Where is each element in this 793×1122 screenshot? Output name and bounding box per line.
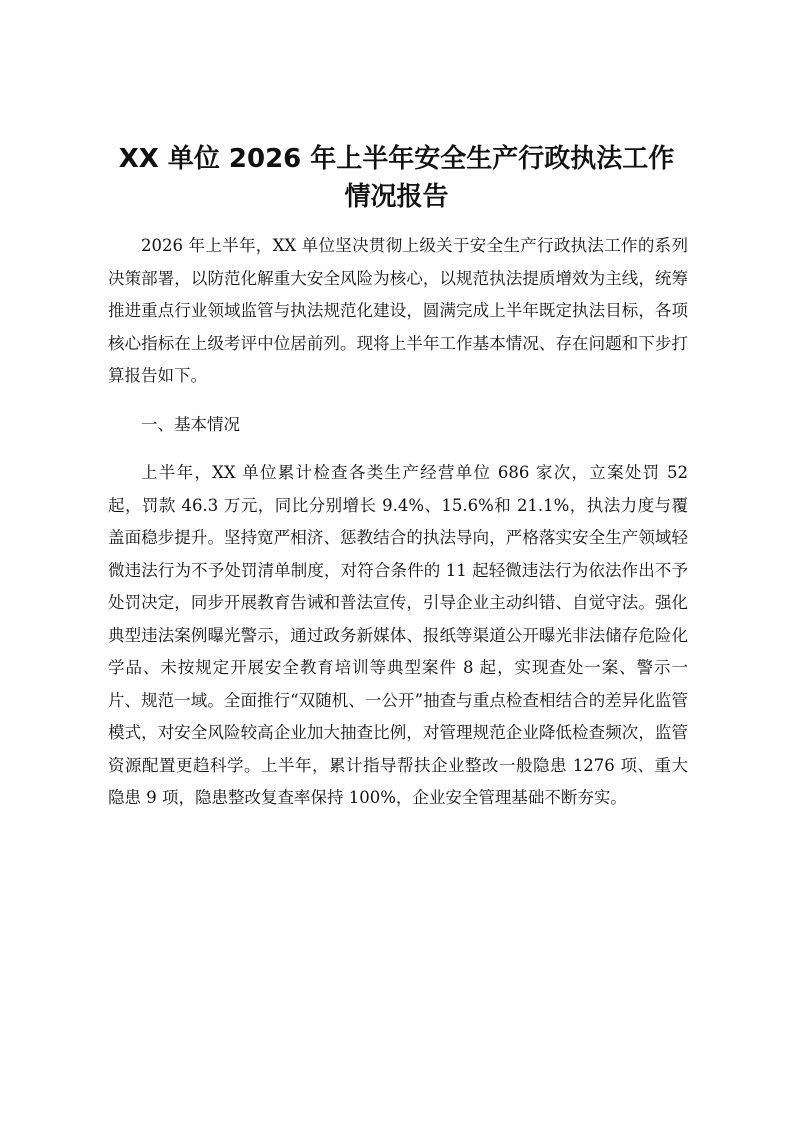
basic-situation-paragraph: 上半年，XX 单位累计检查各类生产经营单位 686 家次，立案处罚 52 起，罚款 46.3 万元，同比分别增长 9.4%、15.6%和 21.1%，执法力度与覆盖面稳步提升。坚持宽严相济、惩教结合的执法导向，严格落实安全生产领域轻微违法行为不予处罚清单制度，对符合条件的 11 起轻微违法行为依法作出不予处罚决定，同步开展教育告诫和普法宣传，引导企业主动纠错、自觉守法。强化典型违法案例曝光警示，通过政务新媒体、报纸等渠道公开曝光非法储存危险化学品、未按规定开展安全教育培训等典型案件 8 起，实现查处一案、警示一片、规范一域。全面推行“双随机、一公开”抽查与重点检查相结合的差异化监管模式，对安全风险较高企业加大抽查比例，对管理规范企业降低检查频次，监管资源配置更趋科学。上半年，累计指导帮扶企业整改一般隐患 1276 项、重大隐患 9 项，隐患整改复查率保持 100%，企业安全管理基础不断夯实。 — [108, 463, 688, 807]
title-line-1: XX 单位 2026 年上半年安全生产行政执法工作 — [118, 144, 675, 174]
intro-paragraph: 2026 年上半年，XX 单位坚决贯彻上级关于安全生产行政执法工作的系列决策部署，以防范化解重大安全风险为核心，以规范执法提质增效为主线，统筹推进重点行业领域监管与执法规范化建设，圆满完成上半年既定执法目标，各项核心指标在上级考评中位居前列。现将上半年工作基本情况、存在问题和下步打算报告如下。 — [108, 236, 688, 385]
document-title — [90, 140, 703, 216]
title-line-2: 情况报告 — [344, 182, 449, 212]
document-body — [108, 230, 688, 831]
section-heading-basic-situation: 一、基本情况 — [141, 414, 240, 434]
